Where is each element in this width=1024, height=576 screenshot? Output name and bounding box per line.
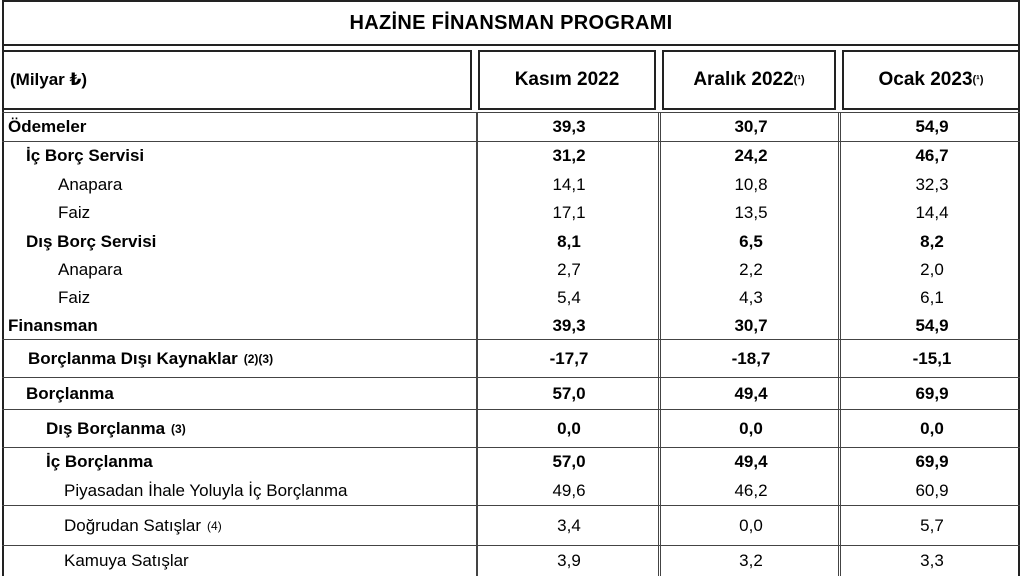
value-cell: 5,4 bbox=[557, 287, 581, 307]
value-cell: 17,1 bbox=[552, 203, 586, 222]
table-row bbox=[2, 546, 1020, 576]
value-cell: 3,4 bbox=[557, 515, 581, 535]
value-cell: 14,1 bbox=[552, 174, 586, 194]
value-cell: 4,3 bbox=[739, 287, 763, 307]
column-divider bbox=[658, 112, 659, 576]
row-label bbox=[2, 312, 98, 339]
value-cell: 0,0 bbox=[739, 418, 763, 438]
value-cell: 69,9 bbox=[915, 383, 949, 403]
table-row bbox=[2, 171, 1020, 198]
value-cell: -17,7 bbox=[549, 348, 589, 368]
column-header-ocak-2023: Ocak 2023 (¹) bbox=[842, 50, 1020, 110]
table-row bbox=[2, 284, 1020, 311]
value-cell: 30,7 bbox=[734, 315, 768, 335]
value-cell: 57,0 bbox=[552, 383, 586, 403]
column-divider bbox=[477, 112, 478, 576]
value-cell: 49,4 bbox=[734, 451, 768, 471]
value-cell: 54,9 bbox=[915, 315, 949, 335]
row-label-text: Borçlanma bbox=[26, 383, 114, 403]
column-header-text: Kasım 2022 bbox=[514, 69, 620, 90]
row-label bbox=[2, 113, 86, 141]
row-label-text: İç Borç Servisi bbox=[26, 146, 145, 165]
value-cell: 3,2 bbox=[739, 551, 763, 570]
column-header-text: Aralık 2022 bbox=[693, 69, 794, 90]
value-cell: 0,0 bbox=[557, 418, 581, 438]
row-label-text: İç Borçlanma bbox=[46, 451, 153, 471]
value-cell: -18,7 bbox=[731, 348, 771, 368]
value-cell: 60,9 bbox=[915, 480, 949, 500]
table-row bbox=[2, 378, 1020, 409]
table-row bbox=[2, 142, 1020, 170]
value-cell: 46,2 bbox=[734, 480, 768, 500]
row-label-text: Borçlanma Dışı Kaynaklar bbox=[28, 348, 238, 368]
table-row bbox=[2, 312, 1020, 339]
value-cell: 10,8 bbox=[734, 174, 768, 194]
table-row bbox=[2, 228, 1020, 255]
unit-header: (Milyar ₺) bbox=[2, 50, 472, 110]
column-header-aralik-2022: Aralık 2022 (¹) bbox=[662, 50, 836, 110]
row-label bbox=[2, 284, 90, 311]
value-cell: 14,4 bbox=[915, 203, 949, 222]
row-label-text: Faiz bbox=[58, 203, 91, 222]
table-row bbox=[2, 340, 1020, 377]
value-cell: 6,5 bbox=[739, 231, 763, 251]
row-label: Borçlanma Dışı Kaynaklar (2)(3) bbox=[28, 348, 274, 368]
table-title: HAZİNE FİNANSMAN PROGRAMI bbox=[2, 0, 1020, 46]
row-label bbox=[2, 171, 122, 198]
value-cell: 49,4 bbox=[734, 383, 768, 403]
value-cell: 6,1 bbox=[920, 287, 944, 307]
value-cell: 8,2 bbox=[920, 231, 944, 251]
row-label-text: Doğrudan Satışlar bbox=[64, 515, 202, 535]
row-label: Dış Borçlanma (3) bbox=[46, 418, 186, 438]
value-cell: 31,2 bbox=[552, 146, 586, 165]
value-cell: 54,9 bbox=[915, 117, 949, 136]
value-cell: 0,0 bbox=[920, 418, 944, 438]
row-label bbox=[2, 378, 114, 409]
value-cell: 49,6 bbox=[552, 480, 586, 500]
value-cell: 3,3 bbox=[920, 551, 944, 570]
row-label: Doğrudan Satışlar (4) bbox=[64, 515, 222, 535]
row-label bbox=[2, 476, 348, 505]
row-label-text: Faiz bbox=[58, 287, 91, 307]
value-cell: -15,1 bbox=[912, 348, 952, 368]
column-divider bbox=[838, 112, 839, 576]
value-cell: 32,3 bbox=[915, 174, 949, 194]
value-cell: 30,7 bbox=[734, 117, 768, 136]
value-cell: 2,7 bbox=[557, 259, 581, 279]
row-label bbox=[2, 199, 90, 227]
row-label-text: Anapara bbox=[58, 174, 123, 194]
table-row bbox=[2, 113, 1020, 141]
row-divider bbox=[2, 112, 1020, 113]
table-row bbox=[2, 256, 1020, 283]
row-label-text: Dış Borçlanma bbox=[46, 418, 166, 438]
table-row bbox=[2, 448, 1020, 475]
value-cell: 2,0 bbox=[920, 259, 944, 279]
row-label-text: Kamuya Satışlar bbox=[64, 551, 189, 570]
row-label-text: Anapara bbox=[58, 259, 123, 279]
table-row bbox=[2, 199, 1020, 227]
column-header-text: Ocak 2023 bbox=[878, 69, 973, 90]
column-header-kasim-2022 bbox=[478, 50, 656, 110]
value-cell: 2,2 bbox=[739, 259, 763, 279]
table-row bbox=[2, 506, 1020, 545]
value-cell: 8,1 bbox=[557, 231, 581, 251]
value-cell: 39,3 bbox=[552, 117, 586, 136]
value-cell: 3,9 bbox=[557, 551, 581, 570]
value-cell: 69,9 bbox=[915, 451, 949, 471]
value-cell: 39,3 bbox=[552, 315, 586, 335]
row-label bbox=[2, 142, 144, 170]
column-divider bbox=[840, 112, 841, 576]
row-label bbox=[2, 228, 156, 255]
value-cell: 5,7 bbox=[920, 515, 944, 535]
row-label-text: Ödemeler bbox=[8, 117, 87, 136]
table-row bbox=[2, 410, 1020, 447]
table-row bbox=[2, 476, 1020, 505]
column-divider bbox=[660, 112, 661, 576]
row-label-text: Piyasadan İhale Yoluyla İç Borçlanma bbox=[64, 480, 348, 500]
value-cell: 13,5 bbox=[734, 203, 768, 222]
row-label-text: Dış Borç Servisi bbox=[26, 231, 157, 251]
row-label bbox=[2, 546, 189, 576]
value-cell: 0,0 bbox=[739, 515, 763, 535]
row-label bbox=[2, 256, 122, 283]
value-cell: 57,0 bbox=[552, 451, 586, 471]
row-label bbox=[2, 448, 153, 475]
value-cell: 24,2 bbox=[734, 146, 768, 165]
row-label-text: Finansman bbox=[8, 315, 98, 335]
value-cell: 46,7 bbox=[915, 146, 949, 165]
